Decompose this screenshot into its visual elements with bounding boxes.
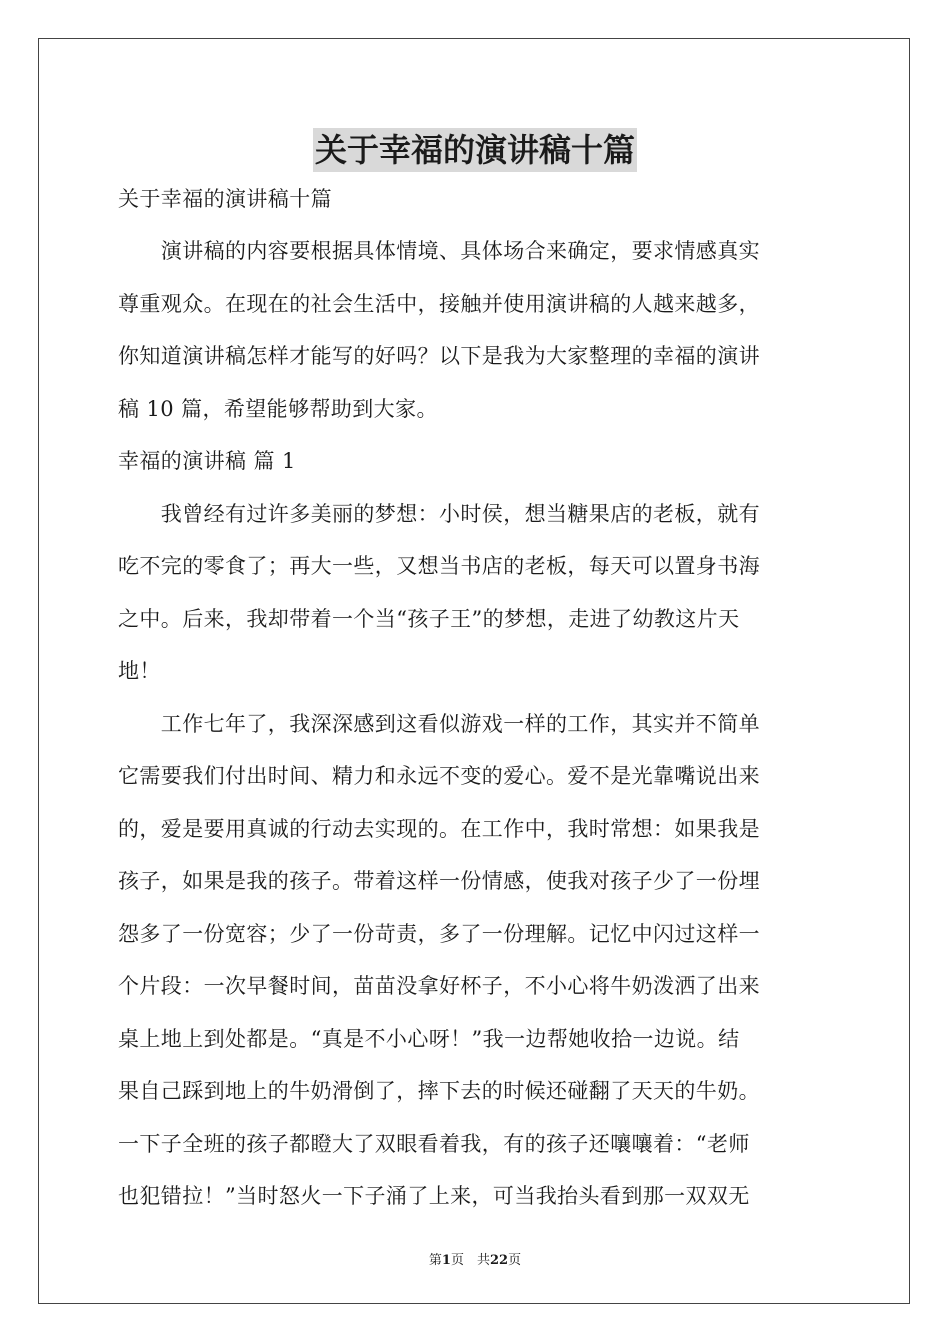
paragraph-line: 吃不完的零食了；再大一些，又想当书店的老板，每天可以置身书海 bbox=[118, 554, 760, 578]
paragraph-line: 怨多了一份宽容；少了一份苛责，多了一份理解。记忆中闪过这样一 bbox=[118, 921, 760, 946]
paragraph-line: 它需要我们付出时间、精力和永远不变的爱心。爱不是光靠嘴说出来 bbox=[118, 764, 760, 788]
title-container bbox=[0, 128, 950, 172]
footer-suffix: 页 bbox=[508, 1253, 522, 1268]
paragraph-line: 桌上地上到处都是。“真是不小心呀！”我一边帮她收拾一边说。结 bbox=[118, 1026, 740, 1051]
paragraph-line: 之中。后来，我却带着一个当“孩子王”的梦想，走进了幼教这片天 bbox=[118, 606, 740, 631]
paragraph-line: 果自己踩到地上的牛奶滑倒了，摔下去的时候还碰翻了天天的牛奶。 bbox=[118, 1079, 760, 1103]
page-footer bbox=[0, 1249, 950, 1268]
section-heading: 幸福的演讲稿 篇 1 bbox=[118, 449, 296, 473]
intro-line: 你知道演讲稿怎样才能写的好吗？以下是我为大家整理的幸福的演讲 bbox=[118, 344, 760, 368]
subtitle: 关于幸福的演讲稿十篇 bbox=[118, 187, 332, 211]
document-title: 关于幸福的演讲稿十篇 bbox=[313, 128, 637, 172]
footer-middle: 页 共 bbox=[450, 1253, 490, 1268]
footer-prefix: 第 bbox=[428, 1253, 442, 1268]
intro-line: 稿 10 篇，希望能够帮助到大家。 bbox=[118, 396, 438, 421]
intro-line: 尊重观众。在现在的社会生活中，接触并使用演讲稿的人越来越多， bbox=[118, 291, 760, 316]
paragraph-line: 也犯错拉！”当时怒火一下子涌了上来，可当我抬头看到那一双双无 bbox=[118, 1184, 750, 1208]
intro-line: 演讲稿的内容要根据具体情境、具体场合来确定，要求情感真实 bbox=[118, 239, 760, 263]
footer-total-pages: 22 bbox=[489, 1253, 509, 1268]
paragraph-line: 个片段：一次早餐时间，苗苗没拿好杯子，不小心将牛奶泼洒了出来 bbox=[118, 974, 760, 998]
paragraph-line: 的，爱是要用真诚的行动去实现的。在工作中，我时常想：如果我是 bbox=[118, 816, 760, 841]
footer-page-number: 1 bbox=[441, 1253, 451, 1268]
document-body bbox=[118, 179, 834, 1216]
paragraph-line: 地！ bbox=[118, 659, 161, 683]
paragraph-line: 孩子，如果是我的孩子。带着这样一份情感，使我对孩子少了一份埋 bbox=[118, 869, 760, 893]
paragraph-line: 一下子全班的孩子都瞪大了双眼看着我，有的孩子还嚷嚷着：“老师 bbox=[118, 1131, 750, 1156]
paragraph-line: 工作七年了，我深深感到这看似游戏一样的工作，其实并不简单 bbox=[118, 711, 760, 736]
paragraph-line: 我曾经有过许多美丽的梦想：小时侯，想当糖果店的老板，就有 bbox=[118, 501, 760, 526]
